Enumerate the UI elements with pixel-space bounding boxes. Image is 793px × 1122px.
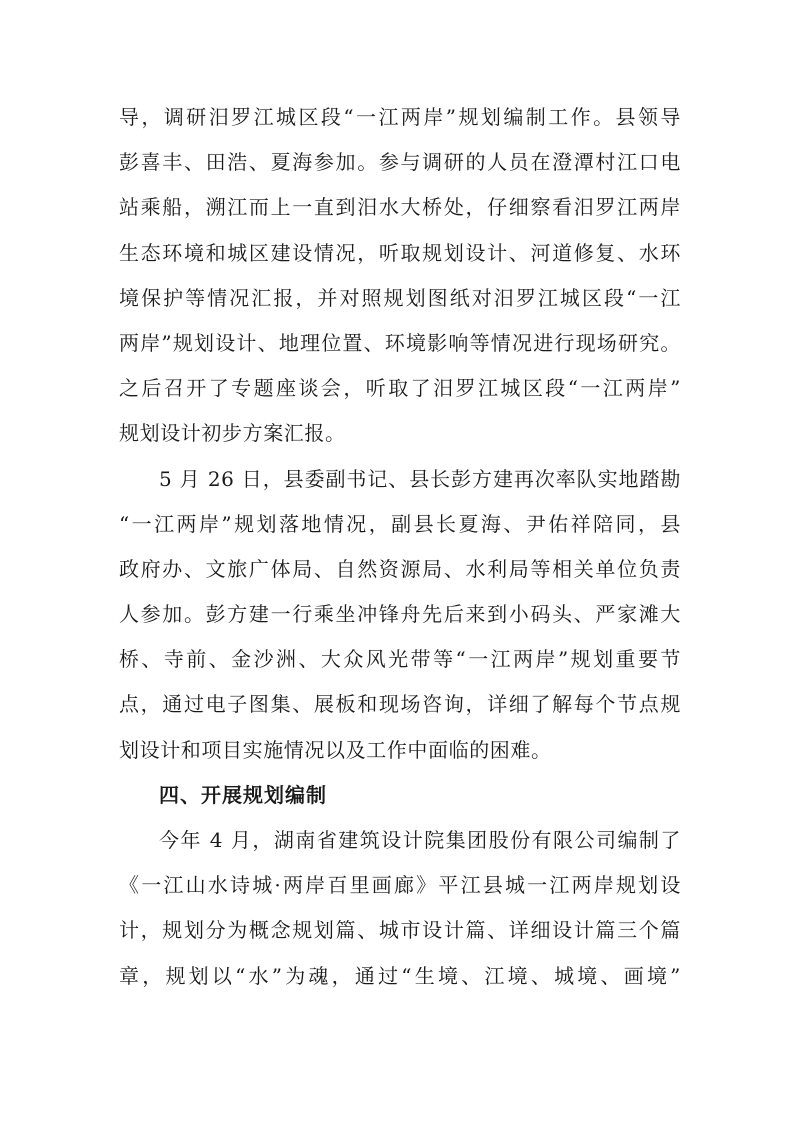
paragraph-line: 境保护等情况汇报，并对照规划图纸对汨罗江城区段“一江 [119,285,681,310]
paragraph-line: 彭喜丰、田浩、夏海参加。参与调研的人员在澄潭村江口电 [119,150,681,175]
paragraph-line: 今年 4 月，湖南省建筑设计院集团股份有限公司编制了 [159,828,681,852]
paragraph-line: 点，通过电子图集、展板和现场咨询，详细了解每个节点规 [119,692,681,717]
paragraph-line: 两岸”规划设计、地理位置、环境影响等情况进行现场研究。 [119,330,681,355]
document-body [119,95,681,999]
paragraph-line: “一江两岸”规划落地情况，副县长夏海、尹佑祥陪同，县 [119,511,681,536]
paragraph-line: 导，调研汨罗江城区段“一江两岸”规划编制工作。县领导 [119,105,681,129]
paragraph-line: 计，规划分为概念规划篇、城市设计篇、详细设计篇三个篇 [119,918,681,943]
paragraph-line: 政府办、文旅广体局、自然资源局、水利局等相关单位负责 [119,556,681,581]
paragraph-line: 生态环境和城区建设情况，听取规划设计、河道修复、水环 [119,240,681,265]
paragraph-line: 5 月 26 日，县委副书记、县长彭方建再次率队实地踏勘 [159,466,681,491]
paragraph-line: 规划设计初步方案汇报。 [119,421,346,446]
paragraph-line: 划设计和项目实施情况以及工作中面临的困难。 [119,737,552,762]
paragraph-line: 《一江山水诗城·两岸百里画廊》平江县城一江两岸规划设 [119,873,681,898]
section-heading: 四、开展规划编制 [159,782,327,807]
paragraph-line: 桥、寺前、金沙洲、大众风光带等“一江两岸”规划重要节 [119,647,681,672]
paragraph-line: 章，规划以“水”为魂，通过“生境、江境、城境、画境” [119,963,681,988]
paragraph-line: 站乘船，溯江而上一直到汨水大桥处，仔细察看汨罗江两岸 [119,195,681,220]
paragraph-line: 人参加。彭方建一行乘坐冲锋舟先后来到小码头、严家滩大 [119,602,681,627]
paragraph-line: 之后召开了专题座谈会，听取了汨罗江城区段“一江两岸” [119,376,681,401]
